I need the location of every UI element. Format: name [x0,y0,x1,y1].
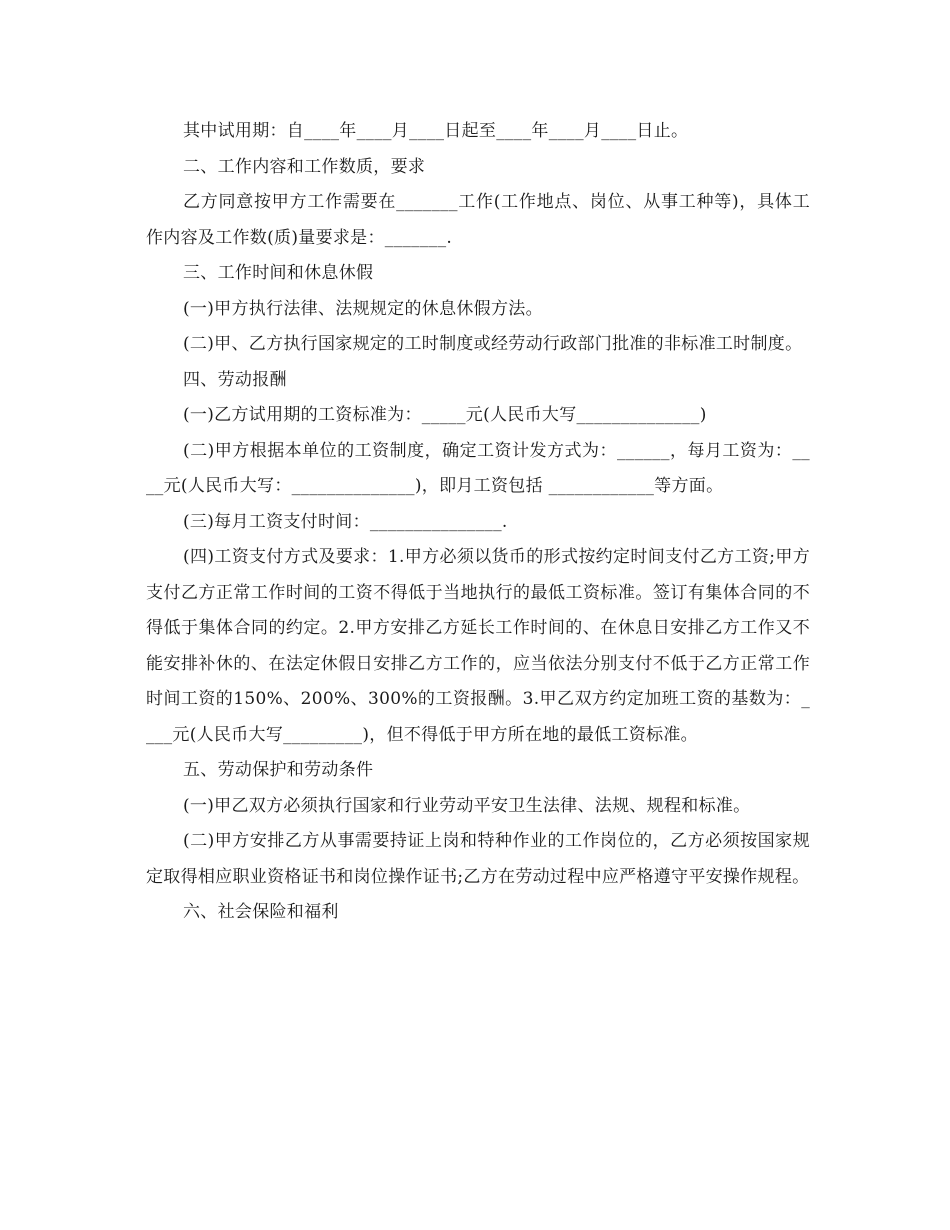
paragraph-work-location: 乙方同意按甲方工作需要在_______工作(工作地点、岗位、从事工种等)，具体工作内容及工作数(质)量要求是：_______. [146,192,810,248]
paragraph-certification: (二)甲方安排乙方从事需要持证上岗和特种作业的工作岗位的，乙方必须按国家规定取得相应职业资格证书和岗位操作证书;乙方在劳动过程中应严格遵守平安操作规程。 [146,831,810,887]
heading-section-3-work-hours: 三、工作时间和休息休假 [183,263,374,283]
paragraph-rest-leave: (一)甲方执行法律、法规规定的休息休假方法。 [183,298,543,319]
heading-section-4-remuneration: 四、劳动报酬 [183,369,287,390]
paragraph-probation-period: 其中试用期：自____年____月____日起至____年____月____日止。 [183,121,689,141]
paragraph-payment-requirements: (四)工资支付方式及要求：1.甲方必须以货币的形式按约定时间支付乙方工资;甲方支付乙方正常工作时间的工资不得低于当地执行的最低工资标准。签订有集体合同的不得低于集体合同的约定。2.甲方安排乙方延长工作时间的、在休息日安排乙方工作又不能安排补休的、在法定休假日安排乙方工作的，应当依法分别支付不低于乙方正常工作时间工资的150%、200%、300%的工资报酬。3.甲乙双方约定加班工资的基数为：____元(人民币大写_________)，但不得低于甲方所在地的最低工资标准。 [146,547,810,745]
paragraph-pay-date: (三)每月工资支付时间：_______________. [183,511,508,532]
paragraph-working-hour-system: (二)甲、乙方执行国家规定的工时制度或经劳动行政部门批准的非标准工时制度。 [183,334,803,354]
heading-section-2-work-content: 二、工作内容和工作数质，要求 [183,156,426,177]
paragraph-safety-regulations: (一)甲乙双方必须执行国家和行业劳动平安卫生法律、法规、规程和标准。 [183,795,751,816]
paragraph-wage-method: (二)甲方根据本单位的工资制度，确定工资计发方式为：______，每月工资为：____元(人民币大写：______________)，即月工资包括 ____________等方面。 [146,440,810,496]
heading-section-6-social-insurance: 六、社会保险和福利 [183,902,339,922]
paragraph-probation-wage: (一)乙方试用期的工资标准为：_____元(人民币大写______________) [183,405,707,425]
document-body [146,114,810,931]
heading-section-5-labor-protection: 五、劳动保护和劳动条件 [183,760,374,780]
